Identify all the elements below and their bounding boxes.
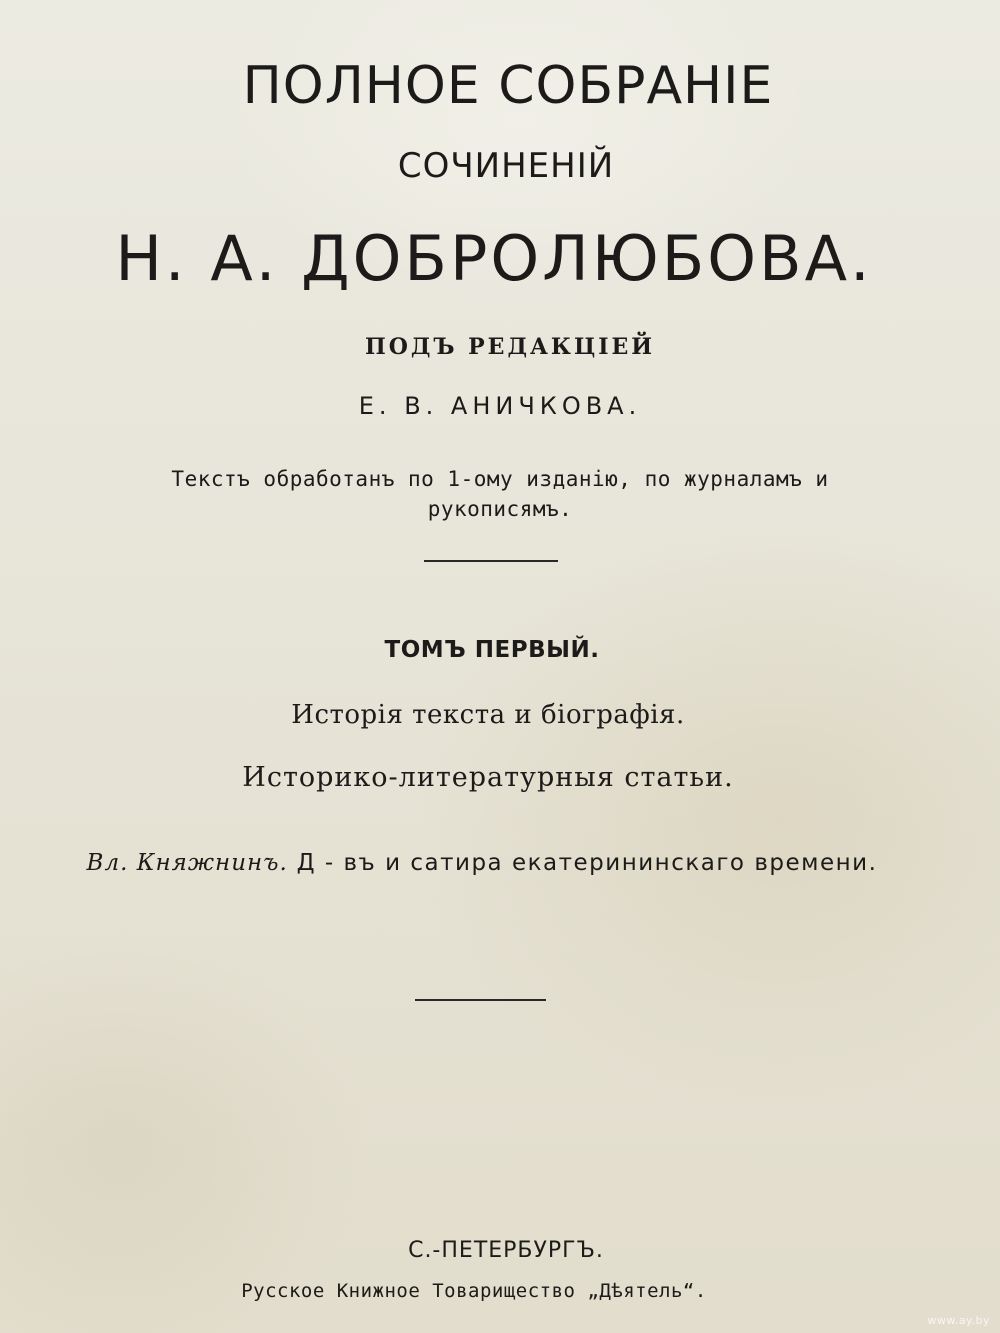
editor-label: ПОДЪ РЕДАКЦІЕЙ (364, 334, 656, 360)
divider-rule-bottom (415, 999, 546, 1001)
editor-name: Е. В. АНИЧКОВА. (358, 392, 642, 420)
contents-item-3-author: Вл. Княжнинъ. (86, 850, 288, 876)
text-note: Текстъ обработанъ по 1-ому изданію, по журналамъ и рукописямъ. (171, 467, 829, 521)
contents-item-1: Исторія текста и біографія. (291, 700, 685, 730)
imprint-publisher: Русское Книжное Товарищество „Дѣятель“. (241, 1280, 707, 1302)
title-line-2: СОЧИНЕНІЙ (397, 146, 615, 186)
contents-item-2: Историко-литературныя статьи. (242, 762, 734, 793)
title-line-1: ПОЛНОЕ СОБРАНІЕ (242, 56, 774, 116)
watermark: www.ay.by (927, 1314, 990, 1327)
author-title: Н. А. ДОБРОЛЮБОВА. (115, 222, 873, 295)
divider-rule-top (424, 560, 558, 562)
volume-label: ТОМЪ ПЕРВЫЙ. (384, 637, 600, 663)
contents-item-3 (72, 843, 892, 883)
contents-item-3-text: Д - въ и сатира екатерининскаго времени. (296, 850, 878, 876)
imprint-city: С.-ПЕТЕРБУРГЪ. (408, 1238, 604, 1263)
